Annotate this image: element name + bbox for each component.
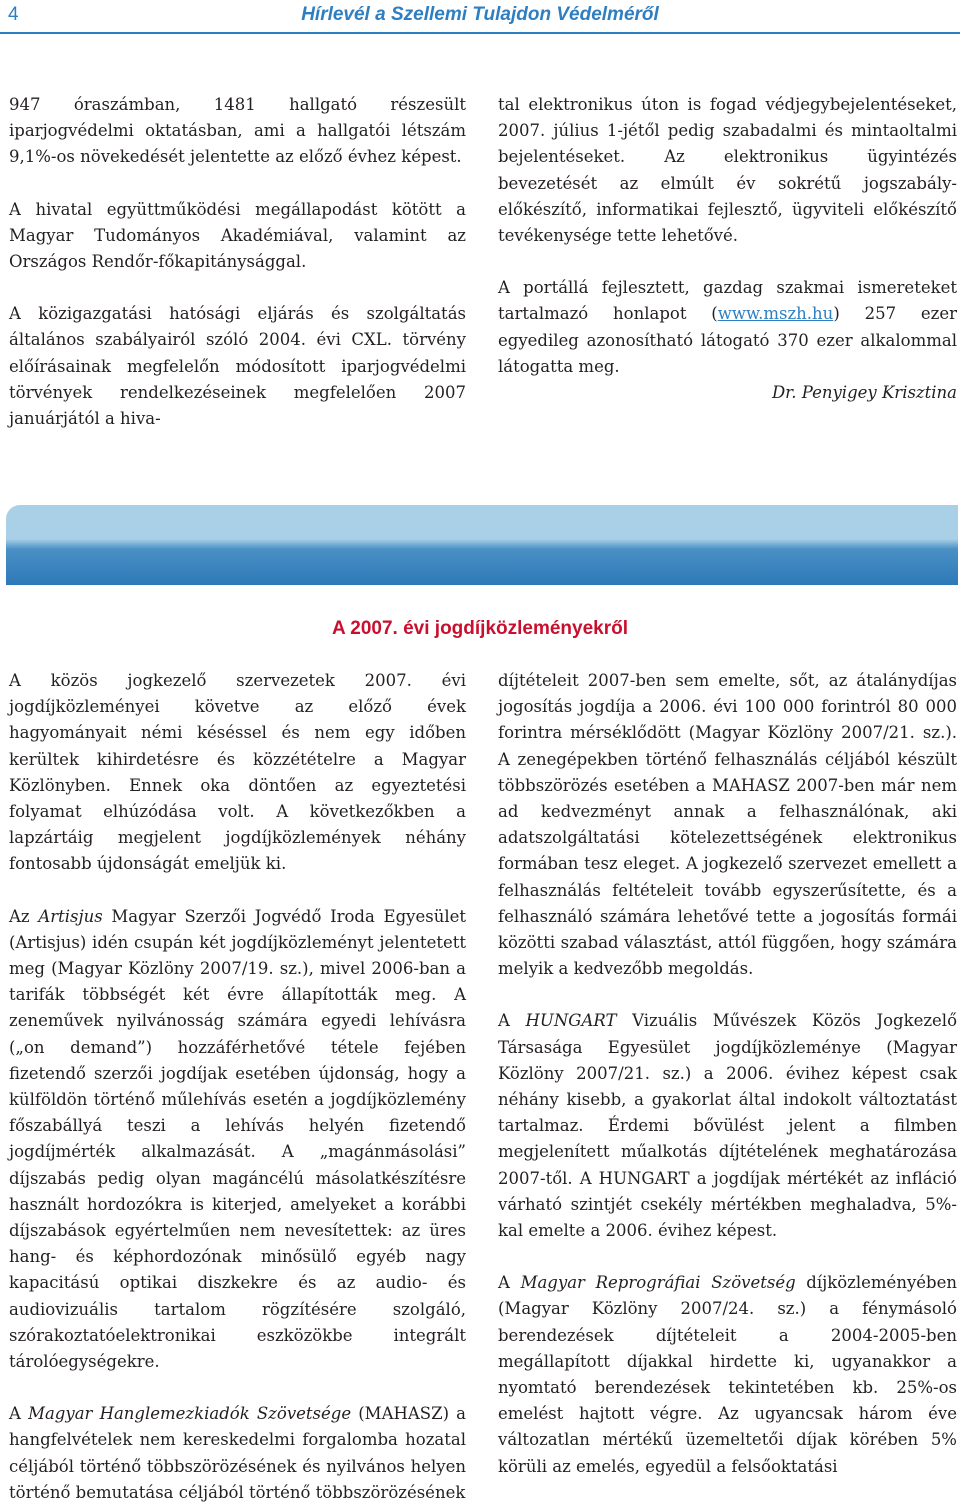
page-header <box>0 0 960 34</box>
page-number: 4 <box>8 4 19 25</box>
paragraph <box>9 1401 466 1506</box>
website-link[interactable]: www.mszh.hu <box>717 304 834 324</box>
section-title: A 2007. évi jogdíjközleményekről <box>331 618 629 639</box>
bottom-right-column <box>498 668 957 1480</box>
text-run: A portállá fejlesztett, gazdag szakmai ismereteket tartalmazó honlapot ( <box>498 278 957 324</box>
top-right-column <box>498 92 957 406</box>
bottom-left-column <box>9 668 466 1506</box>
paragraph: 947 óraszámban, 1481 hallgató részesült iparjogvédelmi oktatásban, ami a hallgatói létszám 9,1%-os növekedését jelentette az előző évhez képest. <box>9 95 466 167</box>
header-divider <box>0 32 960 34</box>
paragraph: díjtételeit 2007-ben sem emelte, sőt, az átalánydíjas jogosítás jogdíja a 2006. évi 100 000 forintról 80 000 forintra mérséklődött (Magyar Közlöny 2007/21. sz.). A zenegépekben történő felhasználás céljából készült többszörözés esetében a MAHASZ 2007-ben már nem ad kedvezményt annak a felhasználónak, aki adatszolgáltatási kötelezettségének elektronikus formában tesz eleget. A jogkezelő szervezet emellett a felhasználás feltételeit tovább egyszerűsítette, és a felhasználó számára lehetővé tette a jogosítás formái közötti szabad választást, attól függően, hogy számára melyik a kedvezőbb megoldás. <box>498 671 957 979</box>
top-left-column <box>9 92 466 432</box>
paragraph <box>498 275 957 380</box>
text-run: Vizuális Művészek Közös Jogkezelő Társasága Egyesület jogdíjközleménye (Magyar Közlöny 2007/21. sz.) a 2006. évihez képest csak néhány kisebb, a gyakorlat által indokolt változtatást tartalmaz. Érdemi bővülést jelent a filmben megjelenített műalkotás díjtételének meghatározása 2007-től. A HUNGART a jogdíjak mértékét az infláció várható szintjét csekély mértékben meghaladva, 5%-kal emelte a 2006. évihez képest. <box>498 1011 957 1241</box>
paragraph <box>9 904 466 1376</box>
paragraph: A közigazgatási hatósági eljárás és szolgáltatás általános szabályairól szóló 2004. évi CXL. törvény előírásainak megfelelőn módosított iparjogvédelmi törvények rendelkezéseinek megfelelően 2007 januárjától a hiva- <box>9 304 466 429</box>
text-run: (MAHASZ) a hangfelvételek nem kereskedelmi forgalomba hozatal céljából történő többszörözésének és nyilvános helyen történő bemutatása céljából történő többszörözésének <box>9 1404 466 1502</box>
organization-name: Magyar Hanglemezkiadók Szövetsége <box>28 1404 352 1424</box>
running-title: Hírlevél a Szellemi Tulajdon Védelméről <box>301 4 659 25</box>
text-run: A <box>498 1273 521 1293</box>
text-run: díjközleményében (Magyar Közlöny 2007/24. sz.) a fénymásoló berendezések díjtételeit a 2004-2005-ben megállapított díjakkal hirdette ki, ugyanakkor a nyomtató berendezések tekintetében kb. 25%-os emelést hajtott végre. Az ugyancsak három éve változatlan mértékű üzemeltetői díjak körében 5% körüli az emelés, egyedül a felsőoktatási <box>498 1273 957 1476</box>
author-signature: Dr. Penyigey Krisztina <box>771 383 957 403</box>
organization-name: HUNGART <box>525 1011 617 1031</box>
paragraph: tal elektronikus úton is fogad védjegybejelentéseket, 2007. július 1-jétől pedig szabadalmi és mintaoltalmi bejelentéseket. Az elektronikus ügyintézés bevezetését az elmúlt év sokrétű jogszabály-előkészítő, informatikai fejlesztő, ügyviteli előkészítő tevékenysége tette lehetővé. <box>498 95 957 246</box>
text-run: A <box>498 1011 526 1031</box>
paragraph: A hivatal együttműködési megállapodást kötött a Magyar Tudományos Akadémiával, valamint az Országos Rendőr-főkapitánysággal. <box>9 199 466 272</box>
section-banner <box>6 505 958 585</box>
text-run: ) 257 ezer egyedileg azonosítható látogató 370 ezer alkalommal látogatta meg. <box>498 304 957 376</box>
text-run: A <box>9 1404 29 1424</box>
paragraph <box>498 1008 957 1244</box>
text-run: Magyar Szerzői Jogvédő Iroda Egyesület (Artisjus) idén csupán két jogdíjközleményt jelentetett meg (Magyar Közlöny 2007/19. sz.), mivel 2006-ban a tarifák többségét két évre állapították meg. A zeneművek nyilvánosság számára egyedi lehívásra („on demand”) hozzáférhetővé tétele fejében fizetendő szerzői jogdíjak esetében újdonság, hogy a külföldön történő műlehívás esetén a jogdíjközlemény főszabállyá teszi a lehívás helyén fizetendő jogdíjmérték alkalmazását. A „magánmásolási” díjszabás pedig olyan magáncélú másolatkészítésre használt hordozókra is kiterjed, amelyeket a korábbi díjszabások egyértelműen nem nevesítettek: az üres hang- és képhordozónak minősülő egyéb nagy kapacitású optikai diszkekre és az audio- és audiovizuális tartalom rögzítésére szolgáló, szórakoztatóelektronikai eszközökbe integrált tárolóegységekre. <box>9 906 466 1372</box>
text-run: Az <box>9 906 39 926</box>
paragraph <box>498 1270 957 1480</box>
organization-name: Artisjus <box>38 906 103 926</box>
organization-name: Magyar Reprográfiai Szövetség <box>520 1273 796 1293</box>
paragraph: A közös jogkezelő szervezetek 2007. évi jogdíjközleményei követve az előző évek hagyományait némi késéssel és nem egy időben kerültek kihirdetésre és közzétételre a Magyar Közlönyben. Ennek oka döntően az egyeztetési folyamat elhúzódása volt. A következőkben a lapzártáig megjelent jogdíjközlemények néhány fontosabb újdonságát emeljük ki. <box>9 671 466 874</box>
